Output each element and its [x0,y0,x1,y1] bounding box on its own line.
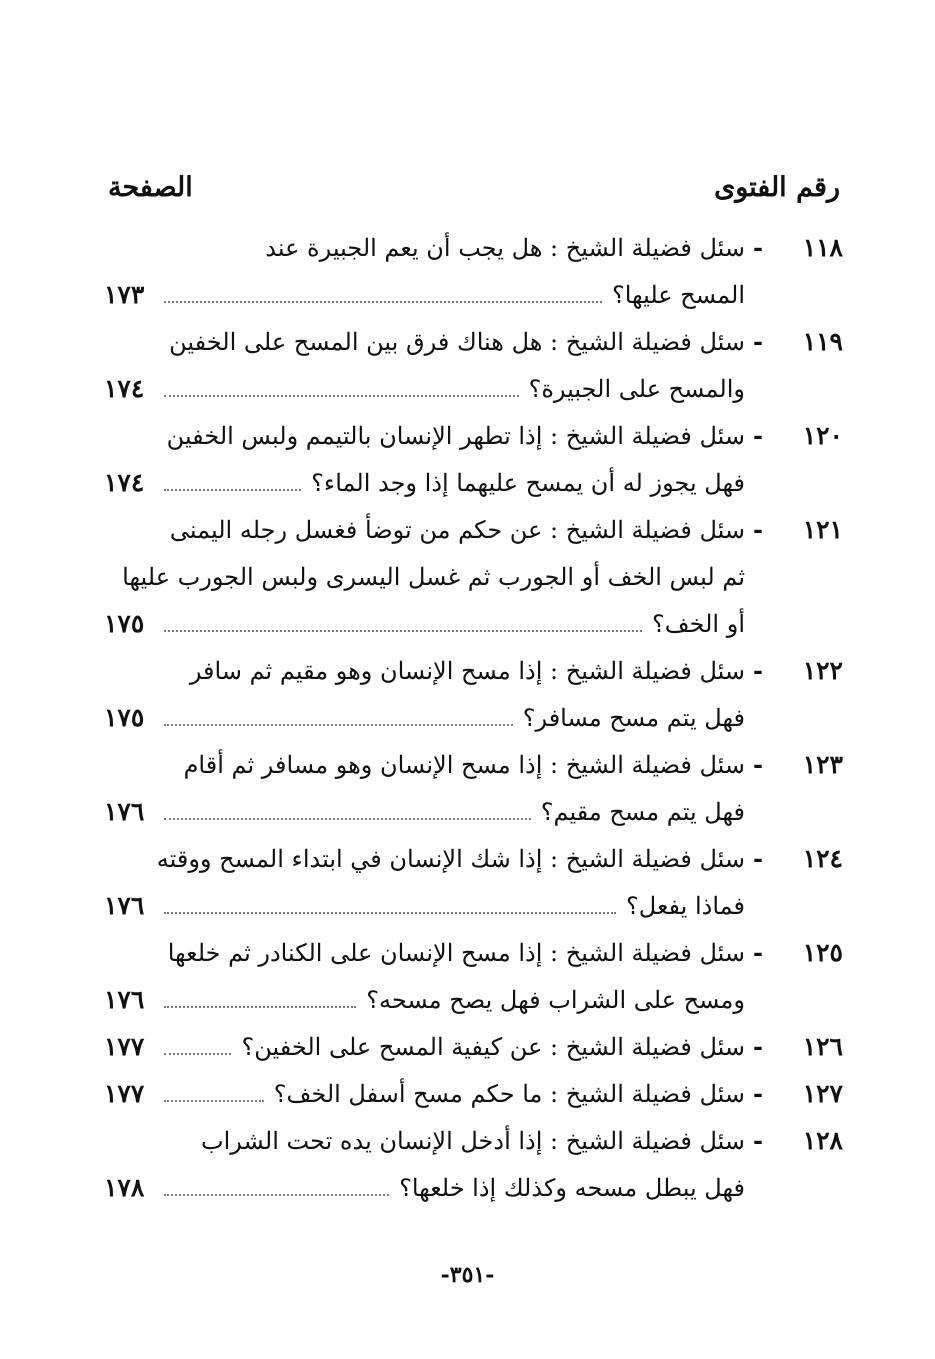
question-text: سئل فضيلة الشيخ : هل هناك فرق بين المسح على الخفين [169,327,745,356]
entry-line [104,835,843,882]
fatwa-number: ١٢٠ [802,421,843,450]
question-text: سئل فضيلة الشيخ : عن حكم من توضأ فغسل رجله اليمنى [169,515,745,544]
dot-leader [164,724,513,726]
entry-line [104,647,843,694]
question-text: فهل يتم مسح مقيم؟ [540,797,745,826]
question-text: فهل يبطل مسحه وكذلك إذا خلعها؟ [399,1173,745,1202]
entry-line [104,224,843,271]
fatwa-number: ١٢٥ [802,938,843,967]
entry-line [104,788,843,835]
dash-separator: - [753,327,763,356]
page-reference: ١٧٧ [104,1079,145,1108]
fatwa-number: ١٢١ [802,515,843,544]
index-entry [104,1023,843,1070]
entry-line [104,271,843,318]
dot-leader [164,1194,389,1196]
dot-leader [164,489,301,491]
dot-leader [164,1100,264,1102]
question-text: سئل فضيلة الشيخ : إذا مسح الإنسان على الكنادر ثم خلعها [167,938,745,967]
fatwa-number: ١٢٨ [802,1126,843,1155]
dot-leader [164,1053,231,1055]
dash-separator: - [753,421,763,450]
dash-separator: - [753,515,763,544]
entry-line [104,553,843,600]
entry-line [104,882,843,929]
entry-line [104,1023,843,1070]
entry-line [104,459,843,506]
dash-separator: - [753,750,763,779]
fatwa-number-heading: رقم الفتوى [714,171,840,203]
page-reference: ١٧٤ [104,468,145,497]
page-reference: ١٧٧ [104,1032,145,1061]
question-text: فماذا يفعل؟ [626,891,745,920]
page-reference: ١٧٤ [104,374,145,403]
question-text: فهل يجوز له أن يمسح عليهما إذا وجد الماء؟ [311,468,745,497]
index-entry [104,647,843,741]
dot-leader [164,818,531,820]
table-header [108,165,840,209]
dash-separator: - [753,938,763,967]
question-text: سئل فضيلة الشيخ : إذا مسح الإنسان وهو مقيم ثم سافر [189,656,745,685]
entry-line [104,694,843,741]
question-text: ومسح على الشراب فهل يصح مسحه؟ [366,985,745,1014]
dash-separator: - [753,844,763,873]
fatwa-number: ١١٩ [802,327,843,356]
entry-line [104,929,843,976]
entry-line [104,365,843,412]
page-heading: الصفحة [108,171,193,203]
question-text: والمسح على الجبيرة؟ [528,374,745,403]
page-reference: ١٧٥ [104,703,145,732]
index-entry [104,929,843,1023]
question-text: سئل فضيلة الشيخ : عن كيفية المسح على الخفين؟ [241,1032,745,1061]
fatwa-number: ١٢٣ [802,750,843,779]
dash-separator: - [753,1079,763,1108]
entry-line [104,741,843,788]
page-reference: ١٧٦ [104,797,145,826]
dash-separator: - [753,1032,763,1061]
dash-separator: - [753,1126,763,1155]
dash-separator: - [753,233,763,262]
page-reference: ١٧٥ [104,609,145,638]
fatwa-number: ١٢٦ [802,1032,843,1061]
page-reference: ١٧٦ [104,985,145,1014]
page-reference: ١٧٨ [104,1173,145,1202]
question-text: فهل يتم مسح مسافر؟ [522,703,745,732]
index-entry [104,835,843,929]
dot-leader [164,912,616,914]
page-reference: ١٧٦ [104,891,145,920]
question-text: سئل فضيلة الشيخ : إذا مسح الإنسان وهو مسافر ثم أقام [183,750,745,779]
page-reference: ١٧٣ [104,280,145,309]
question-text: سئل فضيلة الشيخ : إذا شك الإنسان في ابتداء المسح ووقته [156,844,745,873]
entry-line [104,318,843,365]
question-text: ثم لبس الخف أو الجورب ثم غسل اليسرى ولبس الجورب عليها [122,562,745,591]
fatwa-index-list [104,224,843,1211]
index-entry [104,1117,843,1211]
entry-line [104,412,843,459]
index-entry [104,224,843,318]
question-text: سئل فضيلة الشيخ : إذا تطهر الإنسان بالتيمم ولبس الخفين [166,421,745,450]
question-text: سئل فضيلة الشيخ : ما حكم مسح أسفل الخف؟ [273,1079,745,1108]
fatwa-number: ١٢٧ [802,1079,843,1108]
fatwa-number: ١٢٤ [802,844,843,873]
entry-line [104,600,843,647]
question-text: أو الخف؟ [652,609,745,638]
fatwa-number: ١١٨ [802,233,843,262]
fatwa-number: ١٢٢ [802,656,843,685]
entry-line [104,506,843,553]
index-entry [104,741,843,835]
entry-line [104,1117,843,1164]
entry-line [104,1070,843,1117]
entry-line [104,976,843,1023]
question-text: سئل فضيلة الشيخ : هل يجب أن يعم الجبيرة عند [265,233,745,262]
question-text: سئل فضيلة الشيخ : إذا أدخل الإنسان يده تحت الشراب [201,1126,745,1155]
dot-leader [164,301,602,303]
index-entry [104,1070,843,1117]
index-entry [104,318,843,412]
index-entry [104,506,843,647]
dot-leader [164,395,519,397]
entry-line [104,1164,843,1211]
question-text: المسح عليها؟ [611,280,745,309]
dash-separator: - [753,656,763,685]
dot-leader [164,630,642,632]
index-entry [104,412,843,506]
page-number: -٣٥١- [440,1262,495,1288]
dot-leader [164,1006,356,1008]
